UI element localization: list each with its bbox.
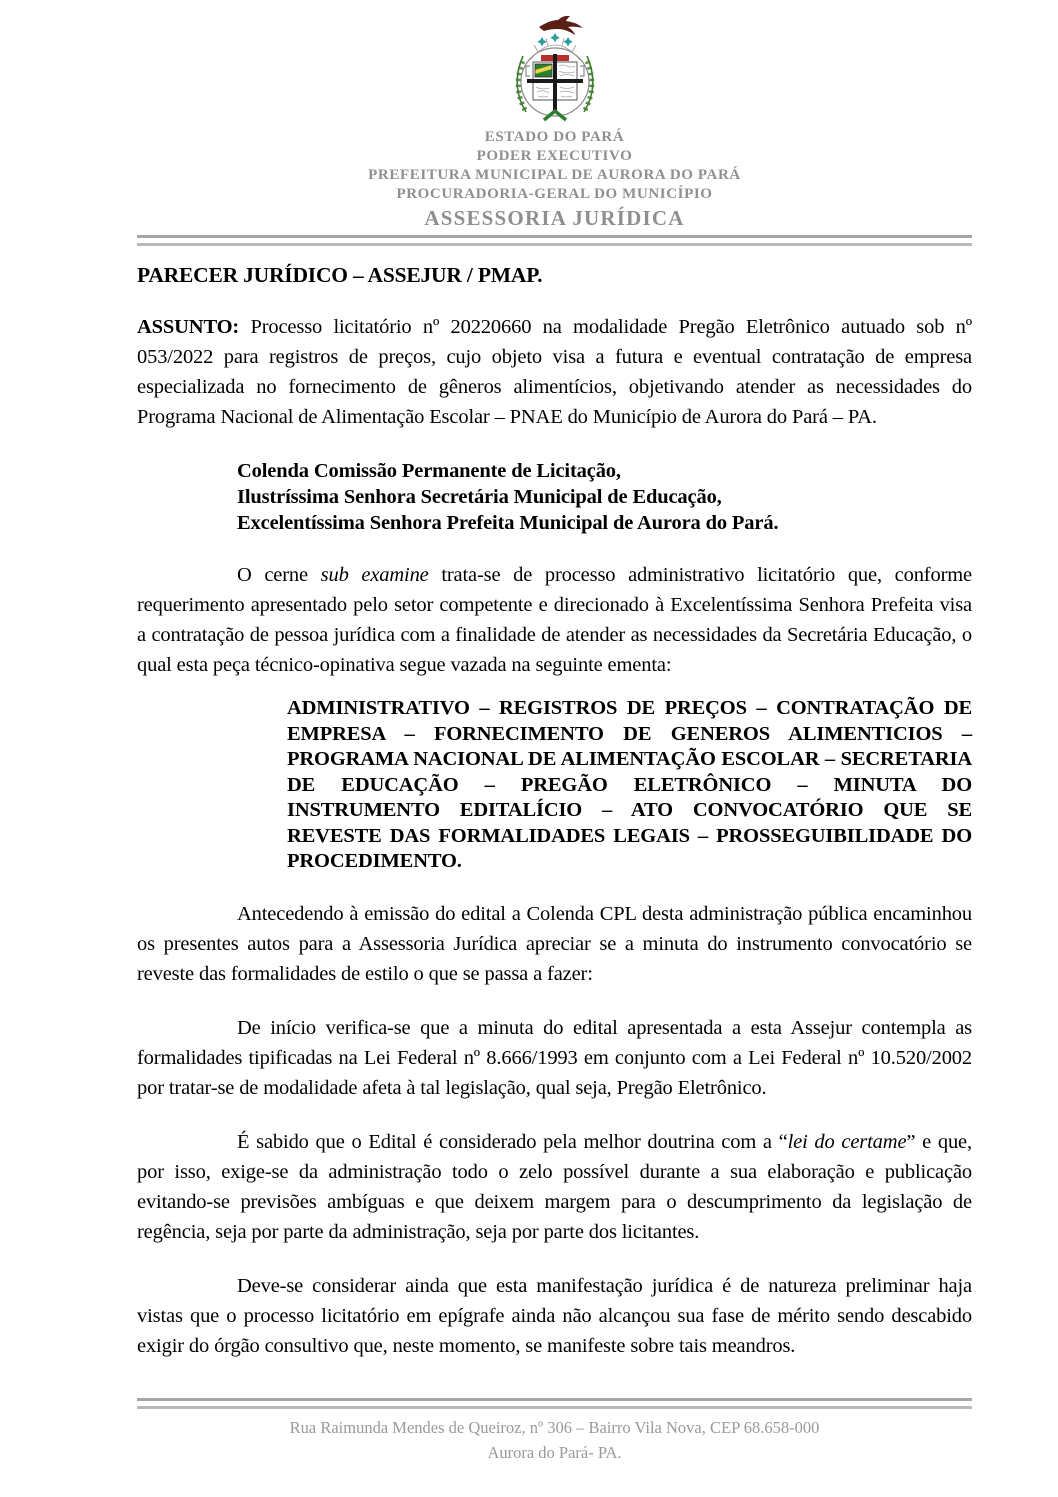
lei-do-certame-expression: lei do certame xyxy=(787,1130,907,1153)
ementa-block: ADMINISTRATIVO – REGISTROS DE PREÇOS – CONTRATAÇÃO DE EMPRESA – FORNECIMENTO DE GENEROS ALIMENTICIOS – PROGRAMA NACIONAL DE ALIMENTAÇÃO ESCOLAR – SECRETARIA DE EDUCAÇÃO – PREGÃO ELETRÔNICO – MINUTA DO INSTRUMENTO EDITALÍCIO – ATO CONVOCATÓRIO QUE SE REVESTE DAS FORMALIDADES LEGAIS – PROSSEGUIBILIDADE DO PROCEDIMENTO. xyxy=(287,697,972,872)
footer-address: Rua Raimunda Mendes de Queiroz, nº 306 – Bairro Vila Nova, CEP 68.658-000 xyxy=(289,1418,820,1437)
letterhead-line-state: ESTADO DO PARÁ xyxy=(484,129,625,145)
page-title: PARECER JURÍDICO – ASSEJUR / PMAP. xyxy=(137,263,543,287)
stars xyxy=(537,33,572,46)
paragraph-cerne-text: O cerne xyxy=(237,564,321,586)
paragraph-de-inicio: De início verifica-se que a minuta do edital apresentada a esta Assejur contempla as formalidades tipificadas na Lei Federal nº 8.666/1993 em conjunto com a Lei Federal nº 10.520/2002 por tratar-se de modalidade afeta à tal legislação, qual seja, Pregão Eletrônico. xyxy=(137,1016,972,1099)
footer-city: Aurora do Pará- PA. xyxy=(487,1443,622,1462)
paragraph-cerne xyxy=(137,560,972,680)
footer-divider xyxy=(137,1398,972,1409)
document-body xyxy=(137,263,972,1361)
letterhead-line-procuradoria: PROCURADORIA-GERAL DO MUNICÍPIO xyxy=(396,186,713,202)
paragraph-e-sabido-text-cont: ” e que, por isso, exige-se da administração todo o zelo possível durante a sua elaboração e publicação evitando-se previsões ambíguas e que deixem margem para o descumprimento da legislação de regência, seja por parte da administração, seja por parte dos licitantes. xyxy=(137,1130,972,1243)
flag-quadrant xyxy=(535,64,552,77)
subject-paragraph xyxy=(137,312,972,432)
paragraph-cerne-text-cont: trata-se de processo administrativo licitatório que, conforme requerimento apresentado pelo setor competente e direcionado à Excelentíssima Senhora Prefeita visa a contratação de pessoa jurídica com a finalidade de atender as necessidades da Secretária Educação, o qual esta peça técnico-opinativa segue vazada na seguinte ementa: xyxy=(137,564,972,676)
subject-label: ASSUNTO: xyxy=(137,316,240,338)
latin-expression: sub examine xyxy=(320,564,429,586)
footer-rule-bottom xyxy=(137,1406,972,1409)
addressee-block xyxy=(237,458,972,536)
page-footer xyxy=(137,1398,972,1465)
eagle-icon xyxy=(539,16,583,35)
letterhead-line-prefeitura: PREFEITURA MUNICIPAL DE AURORA DO PARÁ xyxy=(368,167,741,183)
paragraph-antecedendo: Antecedendo à emissão do edital a Colenda CPL desta administração pública encaminhou os presentes autos para a Assessoria Jurídica apreciar se a minuta do instrumento convocatório se reveste das formalidades de estilo o que se passa a fazer: xyxy=(137,902,972,985)
coat-of-arms-icon xyxy=(508,14,602,126)
addressee-line-secretaria: Ilustríssima Senhora Secretária Municipal de Educação, xyxy=(237,486,722,508)
letterhead-department: ASSESSORIA JURÍDICA xyxy=(424,206,685,230)
header-rule-top xyxy=(137,235,972,238)
header-rule-bottom xyxy=(137,243,972,246)
footer-rule-top xyxy=(137,1398,972,1401)
header-divider xyxy=(137,235,972,246)
addressee-line-cpl: Colenda Comissão Permanente de Licitação, xyxy=(237,460,621,482)
paragraph-deve-se: Deve-se considerar ainda que esta manifestação jurídica é de natureza preliminar haja vistas que o processo licitatório em epígrafe ainda não alcançou sua fase de mérito sendo descabido exigir do órgão consultivo que, neste momento, se manifeste sobre tais meandros. xyxy=(137,1274,972,1357)
letterhead-line-branch: PODER EXECUTIVO xyxy=(476,148,633,164)
paragraph-e-sabido-text: É sabido que o Edital é considerado pela melhor doutrina com a “ xyxy=(237,1130,788,1153)
addressee-line-prefeita: Excelentíssima Senhora Prefeita Municipal de Aurora do Pará. xyxy=(237,512,779,534)
subject-text: Processo licitatório nº 20220660 na modalidade Pregão Eletrônico autuado sob nº 053/2022 para registros de preços, cujo objeto visa a futura e eventual contratação de empresa especializada no fornecimento de gêneros alimentícios, objetivando atender as necessidades do Programa Nacional de Alimentação Escolar – PNAE do Município de Aurora do Pará – PA. xyxy=(137,316,972,428)
letterhead xyxy=(137,14,972,246)
paragraph-e-sabido xyxy=(137,1127,972,1247)
